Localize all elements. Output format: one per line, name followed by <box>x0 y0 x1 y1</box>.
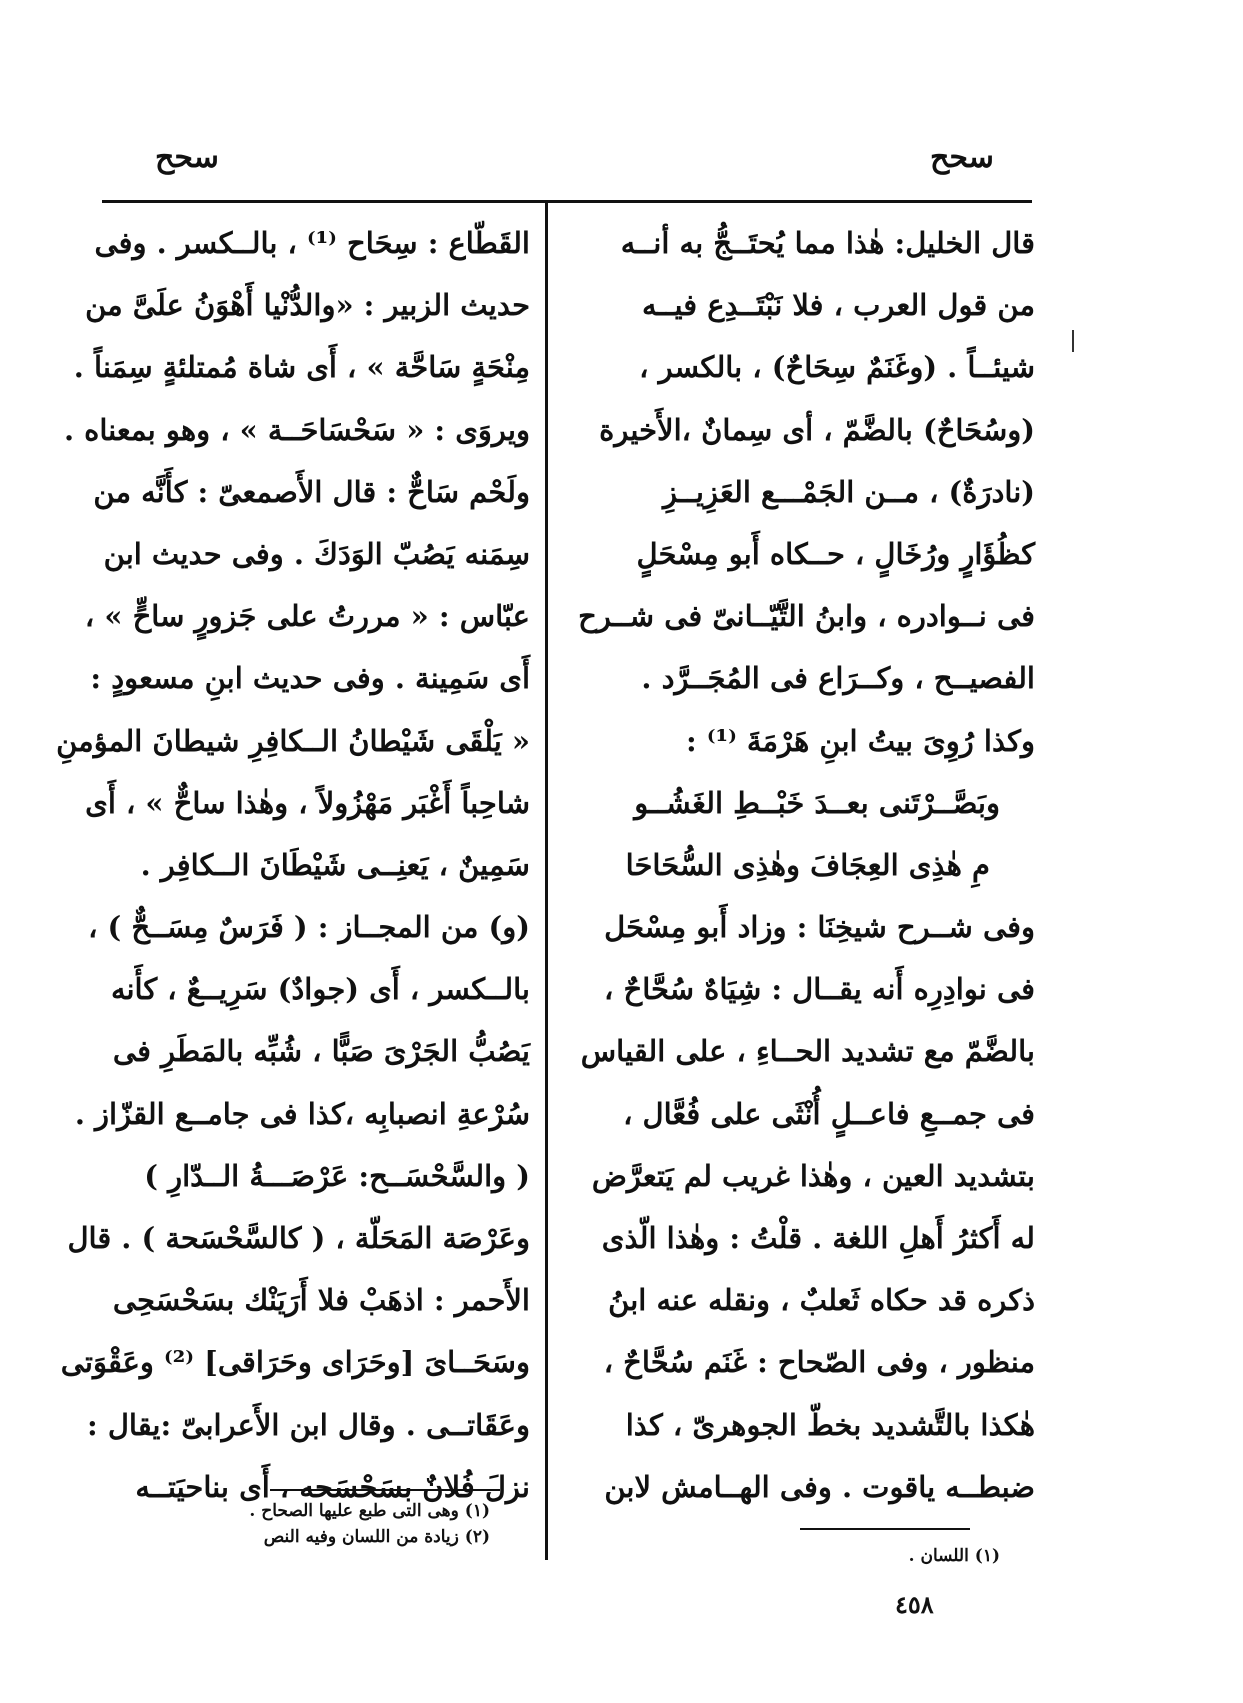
text-line: له أَكثرُ أَهلِ اللغة . قلْتُ : وهٰذا الّذى <box>601 1221 1035 1255</box>
text-line: ويروَى : « سَحْسَاحَــة » ، وهو بمعناه . <box>63 412 530 447</box>
footnotes-right <box>760 1543 1000 1569</box>
left-column <box>56 212 530 1518</box>
text-line: أَى سَمِينة . وفى حديث ابنِ مسعودٍ : <box>90 661 530 696</box>
text-line: قال الخليل: هٰذا مما يُحتَــجُّ به أنــه <box>620 226 1035 260</box>
text-line: شيئــاً . (وغَنَمٌ سِحَاحٌ) ، بالكسر ، <box>639 350 1035 385</box>
footnote: (١) وهى التى طبع عليها الصحاح . <box>249 1501 490 1521</box>
text-line: (و) من المجــاز : ( فَرَسٌ مِسَــحٌّ ) ، <box>88 910 530 945</box>
text-line: نزلَ فُلانٌ بسَحْسَحه ، أَى بناحيَتــه <box>135 1469 530 1504</box>
text-line: ( والسَّحْسَــح: عَرْصَـــةُ الــدّارِ ) <box>144 1158 530 1193</box>
text-line: حديث الزبير : «والدُّنْيا أَهْوَنُ علَىَّ من <box>85 288 530 323</box>
text-line: ولَحْم سَاحٌّ : قال الأَصمعىّ : كأَنَّه من <box>93 474 530 509</box>
text-line: كظُؤَارٍ ورُخَالٍ ، حــكاه أَبو مِسْحَلٍ <box>636 536 1035 571</box>
text-line: من قول العرب ، فلا نَبْتَــدِع فيــه <box>641 288 1035 323</box>
margin-mark <box>1072 330 1074 352</box>
page-number: ٤٥٨ <box>895 1590 934 1619</box>
verse-line: مِ هٰذِى العِجَافَ وهٰذِى السُّحَاحَا <box>625 847 990 882</box>
text-line: فى جمــعِ فاعــلٍ أُنْثَى على فُعَّال ، <box>623 1096 1035 1131</box>
text-line: فى نوادِرِه أَنه يقــال : شِيَاهٌ سُحَّاحٌ ، <box>604 972 1035 1007</box>
right-column <box>578 212 1035 1518</box>
text-line: وعَرْصَة المَحَلّة ، ( كالسَّحْسَحة ) . قال <box>67 1221 530 1255</box>
text-line: وفى شــرح شيخِنَا : وزاد أَبو مِسْحَل <box>604 910 1035 945</box>
text-line: (نادرَةٌ) ، مــن الجَمْـــع العَزِيــزِ <box>662 474 1035 509</box>
text-line: وعَقَاتــى . وقال ابن الأَعرابىّ :يقال : <box>87 1407 530 1442</box>
text-line: مِنْحَةٍ سَاحَّة » ، أَى شاة مُمتلئةٍ سِمَناً . <box>73 350 530 385</box>
text-line: بالــكسر ، أَى (جوادٌ) سَرِيــعٌ ، كأَنه <box>110 972 530 1007</box>
column-divider <box>545 200 548 1560</box>
text-line: ضبطــه ياقوت . وفى الهــامش لابن <box>604 1469 1035 1504</box>
text-line: (وسُحَاحٌ) بالضَّمّ ، أى سِمانٌ ،الأَخيرة <box>599 412 1035 447</box>
footnote: (٢) زيادة من اللسان وفيه النص <box>263 1527 490 1547</box>
text-line: الفصيــح ، وكــرَاع فى المُجَــرَّد . <box>641 661 1035 696</box>
text-line: منظور ، وفى الصّحاح : غَنَم سُحَّاحٌ ، <box>603 1345 1035 1380</box>
text-line: سِمَنه يَصُبّ الوَدَكَ . وفى حديث ابن <box>103 536 530 571</box>
text-line: الأَحمر : اذهَبْ فلا أَرَيَنْك بسَحْسَحِى <box>112 1283 530 1318</box>
text-line: « يَلْقَى شَيْطانُ الــكافِرِ شيطانَ المؤمنِ <box>56 723 530 758</box>
header-rule <box>102 200 1032 203</box>
text-line: بالضَّمّ مع تشديد الحــاءِ ، على القياس <box>580 1034 1035 1069</box>
text-line: يَصُبُّ الجَرْىَ صَبًّا ، شُبِّه بالمَطَرِ فى <box>112 1034 530 1069</box>
footnote: (١) اللسان . <box>908 1546 1000 1566</box>
footnote-rule-right <box>800 1528 970 1530</box>
footnote-rule-left <box>270 1489 500 1491</box>
text-line: وكذا رُوِىَ بيتُ ابنِ هَرْمَةَ ⁽¹⁾ : <box>686 723 1035 758</box>
text-line: سَمِينٌ ، يَعنِــى شَيْطَانَ الــكافِر . <box>140 847 530 882</box>
text-line: سُرْعةِ انصبابِه ،كذا فى جامــع القزّاز . <box>74 1096 530 1131</box>
running-header-left: سحح <box>155 140 219 175</box>
text-line: القَطّاع : سِحَاح ⁽¹⁾ ، بالــكسر . وفى <box>94 226 530 260</box>
verse-line: وبَصَّــرْتَنى بعــدَ خَبْــطِ الغَشُــو <box>634 785 1000 820</box>
text-line: ذكره قد حكاه ثَعلبٌ ، ونقله عنه ابنُ <box>608 1283 1035 1318</box>
text-line: وسَحَــاىَ [وحَرَاى وحَرَاقى] ⁽²⁾ وعَقْوَتى <box>60 1345 530 1380</box>
text-line: هٰكذا بالتَّشديد بخطّ الجوهرىّ ، كذا <box>625 1407 1035 1442</box>
running-header-right: سحح <box>930 140 994 175</box>
footnotes-left <box>200 1498 490 1550</box>
text-line: فى نــوادره ، وابنُ التَّيّــانىّ فى شــرح <box>578 599 1035 634</box>
text-line: بتشديد العين ، وهٰذا غريب لم يَتعرَّض <box>591 1158 1035 1193</box>
text-line: شاحِباً أَغْبَر مَهْزُولاً ، وهٰذا ساحٌّ » ، أَى <box>85 785 530 820</box>
text-line: عبّاس : « مررتُ على جَزورٍ ساحٍّ » ، <box>84 599 530 634</box>
